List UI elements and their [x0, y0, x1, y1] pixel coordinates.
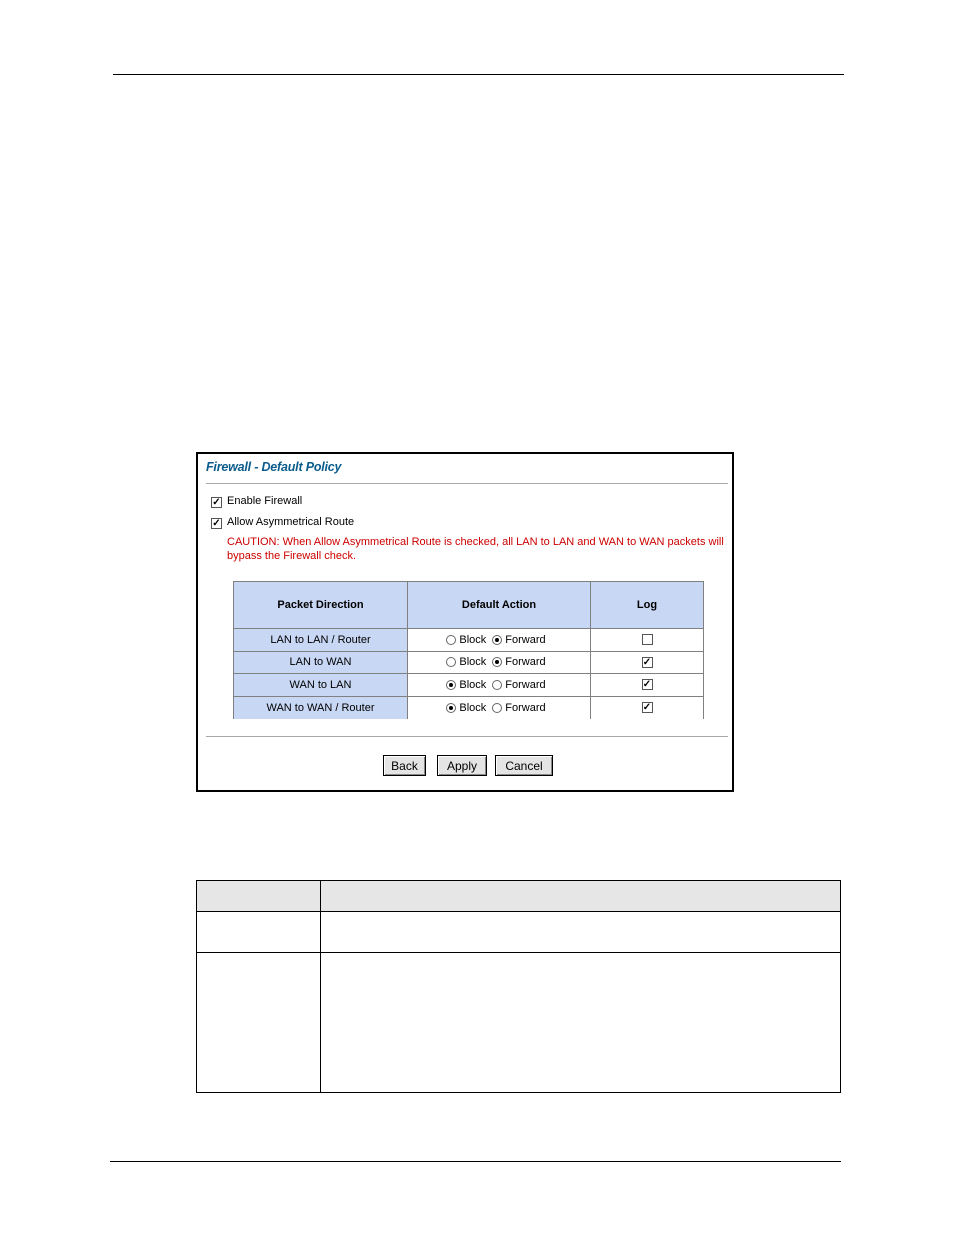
- default-policy-table: [233, 581, 704, 719]
- row-default-action: [408, 697, 591, 720]
- title-divider: [206, 483, 728, 485]
- forward-radio[interactable]: [492, 680, 502, 690]
- forward-radio-label: Forward: [505, 633, 546, 646]
- enable-firewall-label: Enable Firewall: [227, 495, 303, 507]
- header-log: Log: [591, 582, 703, 629]
- log-checkbox[interactable]: ✓: [642, 679, 652, 691]
- log-checkbox[interactable]: ✓: [642, 702, 652, 714]
- row-direction: WAN to LAN: [234, 674, 408, 697]
- log-checkbox[interactable]: ✓: [642, 656, 652, 668]
- forward-radio[interactable]: [492, 635, 502, 645]
- row-default-action: [408, 629, 591, 652]
- block-radio[interactable]: [446, 703, 456, 713]
- row-log: [591, 629, 703, 652]
- row-log: [591, 674, 703, 697]
- forward-radio-label: Forward: [505, 656, 546, 669]
- description-table-header: [197, 881, 840, 912]
- block-radio[interactable]: [446, 657, 456, 667]
- forward-radio[interactable]: [492, 703, 502, 713]
- back-button[interactable]: Back: [383, 755, 426, 776]
- block-radio-label: Block: [459, 678, 487, 691]
- forward-radio-label: Forward: [505, 701, 546, 714]
- action-radio-group: [446, 634, 551, 646]
- forward-radio[interactable]: [492, 657, 502, 667]
- log-checkbox[interactable]: [642, 634, 653, 645]
- page-footer-rule: [110, 1161, 841, 1162]
- block-radio-label: Block: [459, 633, 487, 646]
- action-radio-group: [446, 679, 551, 691]
- field-description-table: [196, 880, 841, 1093]
- header-packet-direction: Packet Direction: [234, 582, 408, 629]
- enable-firewall-checkbox[interactable]: ✓: [212, 497, 221, 508]
- cancel-button[interactable]: Cancel: [495, 755, 553, 776]
- block-radio[interactable]: [446, 680, 456, 690]
- caution-text: CAUTION: When Allow Asymmetrical Route is checked, all LAN to LAN and WAN to WAN packets will bypass the Firewall check.: [227, 536, 724, 562]
- block-radio[interactable]: [446, 635, 456, 645]
- action-radio-group: [446, 656, 551, 668]
- description-table-row: [197, 911, 840, 953]
- row-log: [591, 697, 703, 720]
- page-header-rule: [113, 74, 844, 75]
- header-default-action: Default Action: [408, 582, 591, 629]
- row-default-action: [408, 674, 591, 697]
- firewall-default-policy-screen: [196, 452, 734, 792]
- row-log: [591, 652, 703, 675]
- allow-asymmetrical-route-label: Allow Asymmetrical Route: [227, 516, 355, 528]
- row-direction: LAN to WAN: [234, 652, 408, 675]
- buttons-divider: [206, 736, 728, 738]
- row-direction: LAN to LAN / Router: [234, 629, 408, 652]
- screen-title: Firewall - Default Policy: [206, 460, 342, 474]
- block-radio-label: Block: [459, 656, 487, 669]
- allow-asymmetrical-route-checkbox[interactable]: ✓: [212, 518, 221, 529]
- action-radio-group: [446, 702, 551, 714]
- forward-radio-label: Forward: [505, 678, 546, 691]
- row-direction: WAN to WAN / Router: [234, 697, 408, 720]
- description-table-column-divider: [320, 881, 321, 1092]
- apply-button[interactable]: Apply: [437, 755, 487, 776]
- block-radio-label: Block: [459, 701, 487, 714]
- row-default-action: [408, 652, 591, 675]
